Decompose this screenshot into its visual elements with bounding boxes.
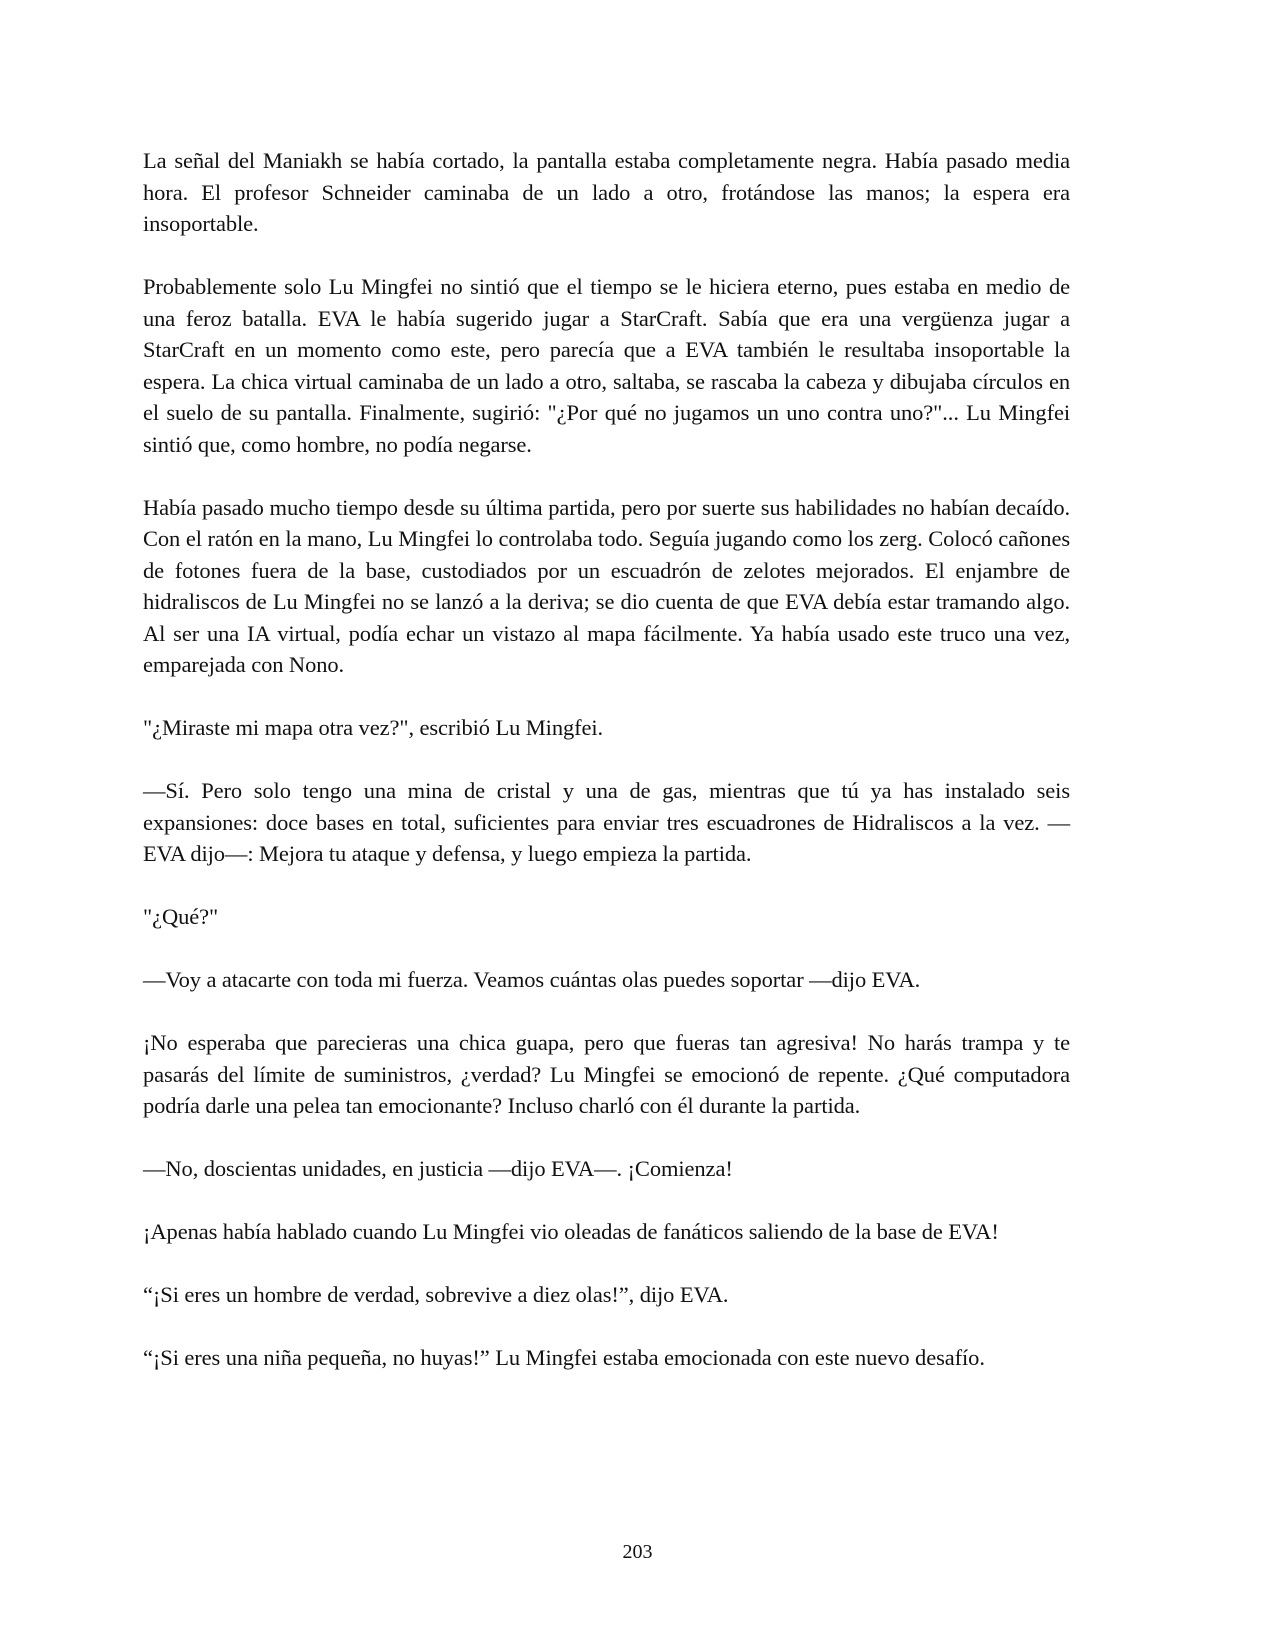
- body-text: [143, 145, 1070, 1405]
- paragraph-4: "¿Miraste mi mapa otra vez?", escribió Lu Mingfei.: [143, 715, 604, 740]
- page-number: 203: [622, 1541, 653, 1563]
- paragraph-7: —Voy a atacarte con toda mi fuerza. Veamos cuántas olas puedes soportar —dijo EVA.: [143, 967, 921, 992]
- paragraph-9: —No, doscientas unidades, en justicia —dijo EVA—. ¡Comienza!: [143, 1156, 733, 1181]
- paragraph-12: “¡Si eres una niña pequeña, no huyas!” Lu Mingfei estaba emocionada con este nuevo desafío.: [143, 1345, 985, 1370]
- paragraph-3: Había pasado mucho tiempo desde su última partida, pero por suerte sus habilidades no habían decaído. Con el ratón en la mano, Lu Mingfei lo controlaba todo. Seguía jugando como los zerg. Colocó cañones de fotones fuera de la base, custodiados por un escuadrón de zelotes mejorados. El enjambre de hidraliscos de Lu Mingfei no se lanzó a la deriva; se dio cuenta de que EVA debía estar tramando algo. Al ser una IA virtual, podía echar un vistazo al mapa fácilmente. Ya había usado este truco una vez, emparejada con Nono.: [143, 494, 1070, 677]
- paragraph-1: La señal del Maniakh se había cortado, la pantalla estaba completamente negra. Había pasado media hora. El profesor Schneider caminaba de un lado a otro, frotándose las manos; la espera era insoportable.: [143, 148, 1070, 236]
- paragraph-11: “¡Si eres un hombre de verdad, sobrevive a diez olas!”, dijo EVA.: [143, 1282, 729, 1307]
- paragraph-2: Probablemente solo Lu Mingfei no sintió que el tiempo se le hiciera eterno, pues estaba en medio de una feroz batalla. EVA le había sugerido jugar a StarCraft. Sabía que era una vergüenza jugar a StarCraft en un momento como este, pero parecía que a EVA también le resultaba insoportable la espera. La chica virtual caminaba de un lado a otro, saltaba, se rascaba la cabeza y dibujaba círculos en el suelo de su pantalla. Finalmente, sugirió: "¿Por qué no jugamos un uno contra uno?"... Lu Mingfei sintió que, como hombre, no podía negarse.: [143, 274, 1070, 457]
- paragraph-8: ¡No esperaba que parecieras una chica guapa, pero que fueras tan agresiva! No harás trampa y te pasarás del límite de suministros, ¿verdad? Lu Mingfei se emocionó de repente. ¿Qué computadora podría darle una pelea tan emocionante? Incluso charló con él durante la partida.: [143, 1030, 1070, 1118]
- paragraph-5: —Sí. Pero solo tengo una mina de cristal y una de gas, mientras que tú ya has instalado seis expansiones: doce bases en total, suficientes para enviar tres escuadrones de Hidraliscos a la vez. —EVA dijo—: Mejora tu ataque y defensa, y luego empieza la partida.: [143, 778, 1070, 866]
- paragraph-6: "¿Qué?": [143, 904, 219, 929]
- paragraph-10: ¡Apenas había hablado cuando Lu Mingfei vio oleadas de fanáticos saliendo de la base de EVA!: [143, 1219, 999, 1244]
